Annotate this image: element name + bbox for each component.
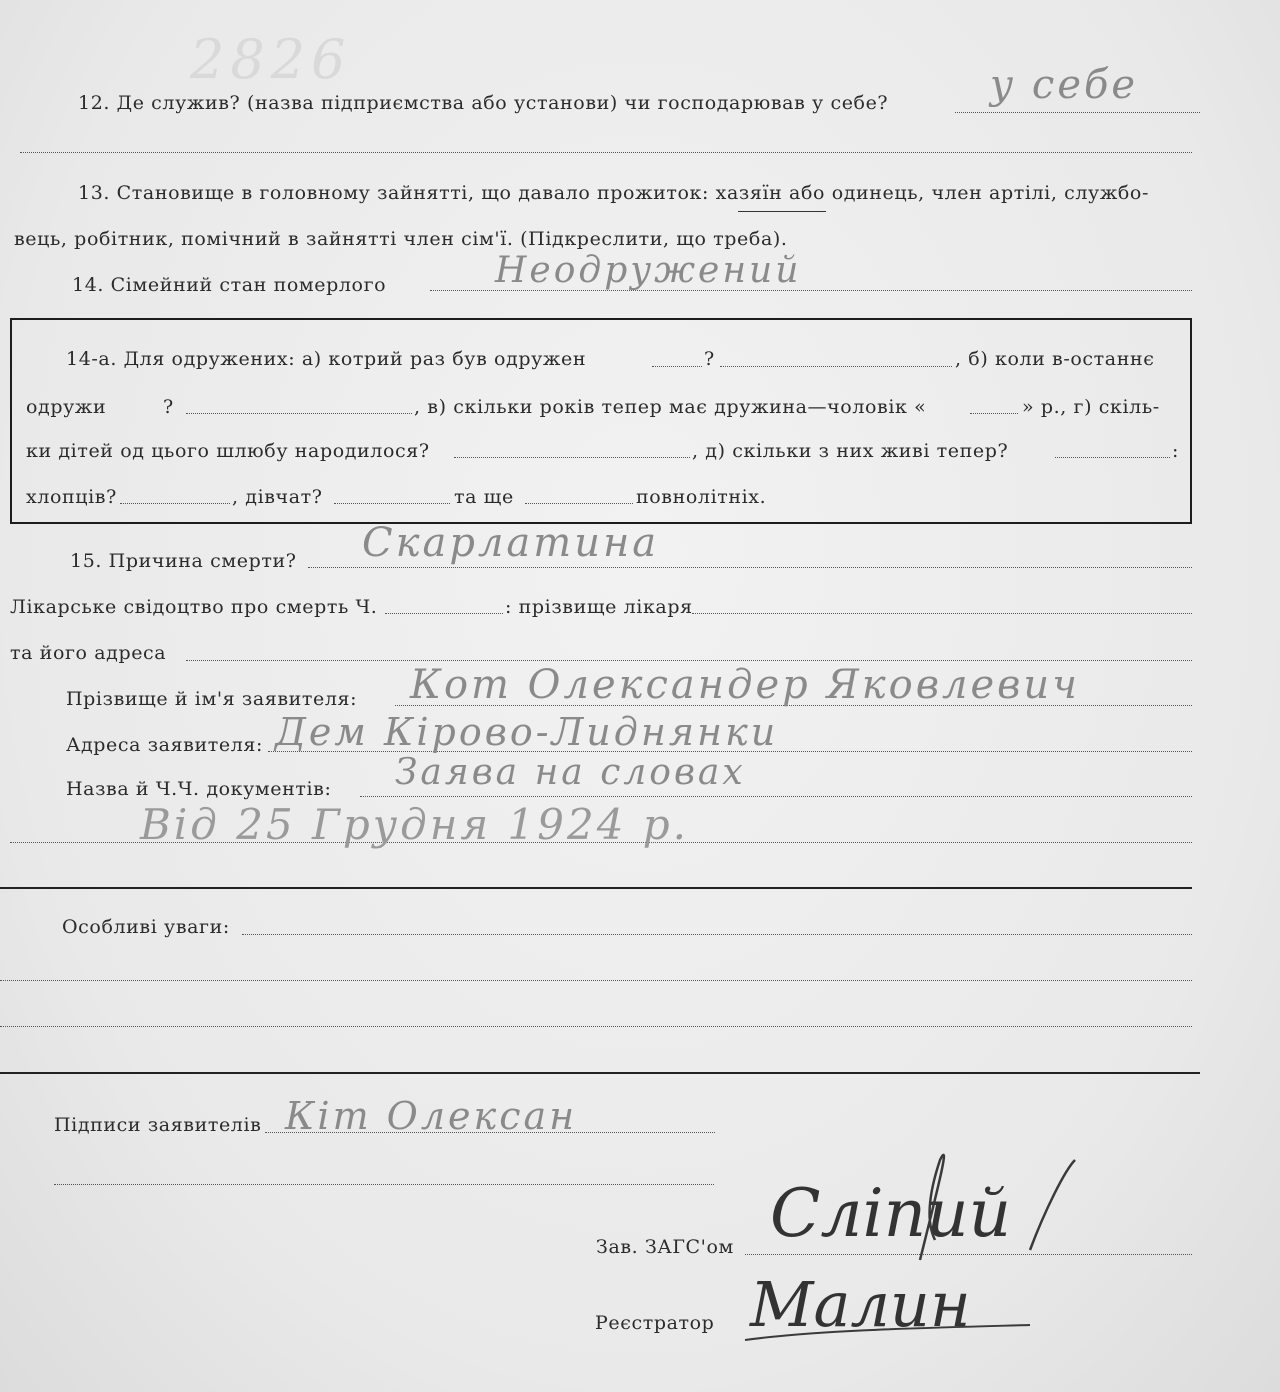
applicant-address-value: Дем Кірово-Лиднянки <box>275 710 779 754</box>
q14a-line4-dots1 <box>120 503 230 504</box>
q15-fill-line <box>308 567 1192 568</box>
q14a-line2-dots2 <box>970 413 1018 414</box>
q14a-line3-dots2 <box>1055 457 1170 458</box>
q13-line1: 13. Становище в головному зайнятті, що давало прожиток: хазяїн або одинець, член артілі, службо- <box>78 182 1149 204</box>
medical-doctor-dots <box>692 613 1192 614</box>
q12-fill-line-2 <box>20 152 1192 153</box>
q14a-line3-b: , д) скільки з них живі тепер? <box>692 440 1009 462</box>
q14a-line4-dots2 <box>334 503 450 504</box>
q14a-line4-b: , дівчат? <box>232 486 323 508</box>
medical-label-b: : прізвище лікаря <box>505 596 693 618</box>
remarks-dots-3 <box>0 1026 1192 1027</box>
remarks-dots-2 <box>0 980 1192 981</box>
q14a-line1-q: ? <box>704 348 715 370</box>
applicant-name-value: Кот Олександер Яковлевич <box>410 662 1081 708</box>
registrar-label: Реєстратор <box>595 1312 715 1334</box>
q14a-line1-dots2 <box>720 366 952 367</box>
applicant-name-label: Прізвище й ім'я заявителя: <box>66 688 358 710</box>
q14a-line1-b: , б) коли в-останнє <box>955 348 1155 370</box>
q14a-line3-dots1 <box>454 457 690 458</box>
medical-label-c: та його адреса <box>10 642 167 664</box>
medical-number-dots <box>385 613 503 614</box>
q12-answer: у себе <box>990 62 1139 108</box>
medical-label-a: Лікарське свідоцтво про смерть Ч. <box>10 596 378 618</box>
q14-answer: Неодружений <box>495 250 802 291</box>
section-rule-1 <box>0 887 1192 889</box>
q12-fill-line <box>955 112 1200 113</box>
q12-label: 12. Де служив? (назва підприємства або установи) чи господарював у себе? <box>78 92 889 114</box>
q14a-line3-c: : <box>1172 440 1180 462</box>
q14a-line1-a: 14-а. Для одружених: а) котрий раз був одружен <box>66 348 587 370</box>
applicants-signature-dots-2 <box>54 1184 714 1185</box>
q14a-line2-b: , в) скільки років тепер має дружина—чоловік « <box>414 396 927 418</box>
q14a-line3-a: ки дітей од цього шлюбу народилося? <box>26 440 430 462</box>
section-rule-2 <box>0 1072 1200 1074</box>
registrar-signature: Малин <box>750 1268 971 1341</box>
q14a-line4-d: повнолітніх. <box>636 486 767 508</box>
q15-answer: Скарлатина <box>362 520 660 566</box>
applicant-docs-label: Назва й Ч.Ч. документів: <box>66 778 332 800</box>
q13-underline-khazyain <box>738 211 826 212</box>
faint-archive-number: 2826 <box>190 28 352 91</box>
q13-line2: вець, робітник, помічний в зайнятті член сім'ї. (Підкреслити, що треба). <box>14 228 788 250</box>
medical-address-dots <box>186 660 1192 661</box>
applicants-signature-label: Підписи заявителів <box>54 1114 262 1136</box>
q14a-line2-a: одружи <box>26 396 107 418</box>
registrar-signature-flourish <box>740 1320 1040 1350</box>
applicants-signature-value: Кіт Олексан <box>285 1094 578 1138</box>
remarks-dots-1 <box>242 934 1192 935</box>
q14a-line2-dots1 <box>186 413 412 414</box>
applicant-docs-value-2: Від 25 Грудня 1924 р. <box>140 800 690 849</box>
applicant-docs-value: Заява на словах <box>395 752 746 793</box>
q14a-line4-dots3 <box>525 503 633 504</box>
q15-label: 15. Причина смерти? <box>70 550 297 572</box>
head-label: Зав. ЗАГС'ом <box>596 1236 734 1258</box>
q14a-line2-c: » р., г) скіль- <box>1022 396 1160 418</box>
remarks-label: Особливі уваги: <box>62 916 230 938</box>
applicant-docs-dots <box>360 796 1192 797</box>
q14a-line1-dots1 <box>652 366 702 367</box>
q14-label: 14. Сімейний стан померлого <box>72 274 387 296</box>
head-signature: Сліпий <box>770 1175 1012 1252</box>
head-signature-flourish <box>880 1140 1090 1270</box>
applicant-address-label: Адреса заявителя: <box>66 734 263 756</box>
q14a-line4-a: хлопців? <box>26 486 117 508</box>
q14a-line2-q: ? <box>163 396 174 418</box>
q14a-line4-c: та ще <box>454 486 514 508</box>
